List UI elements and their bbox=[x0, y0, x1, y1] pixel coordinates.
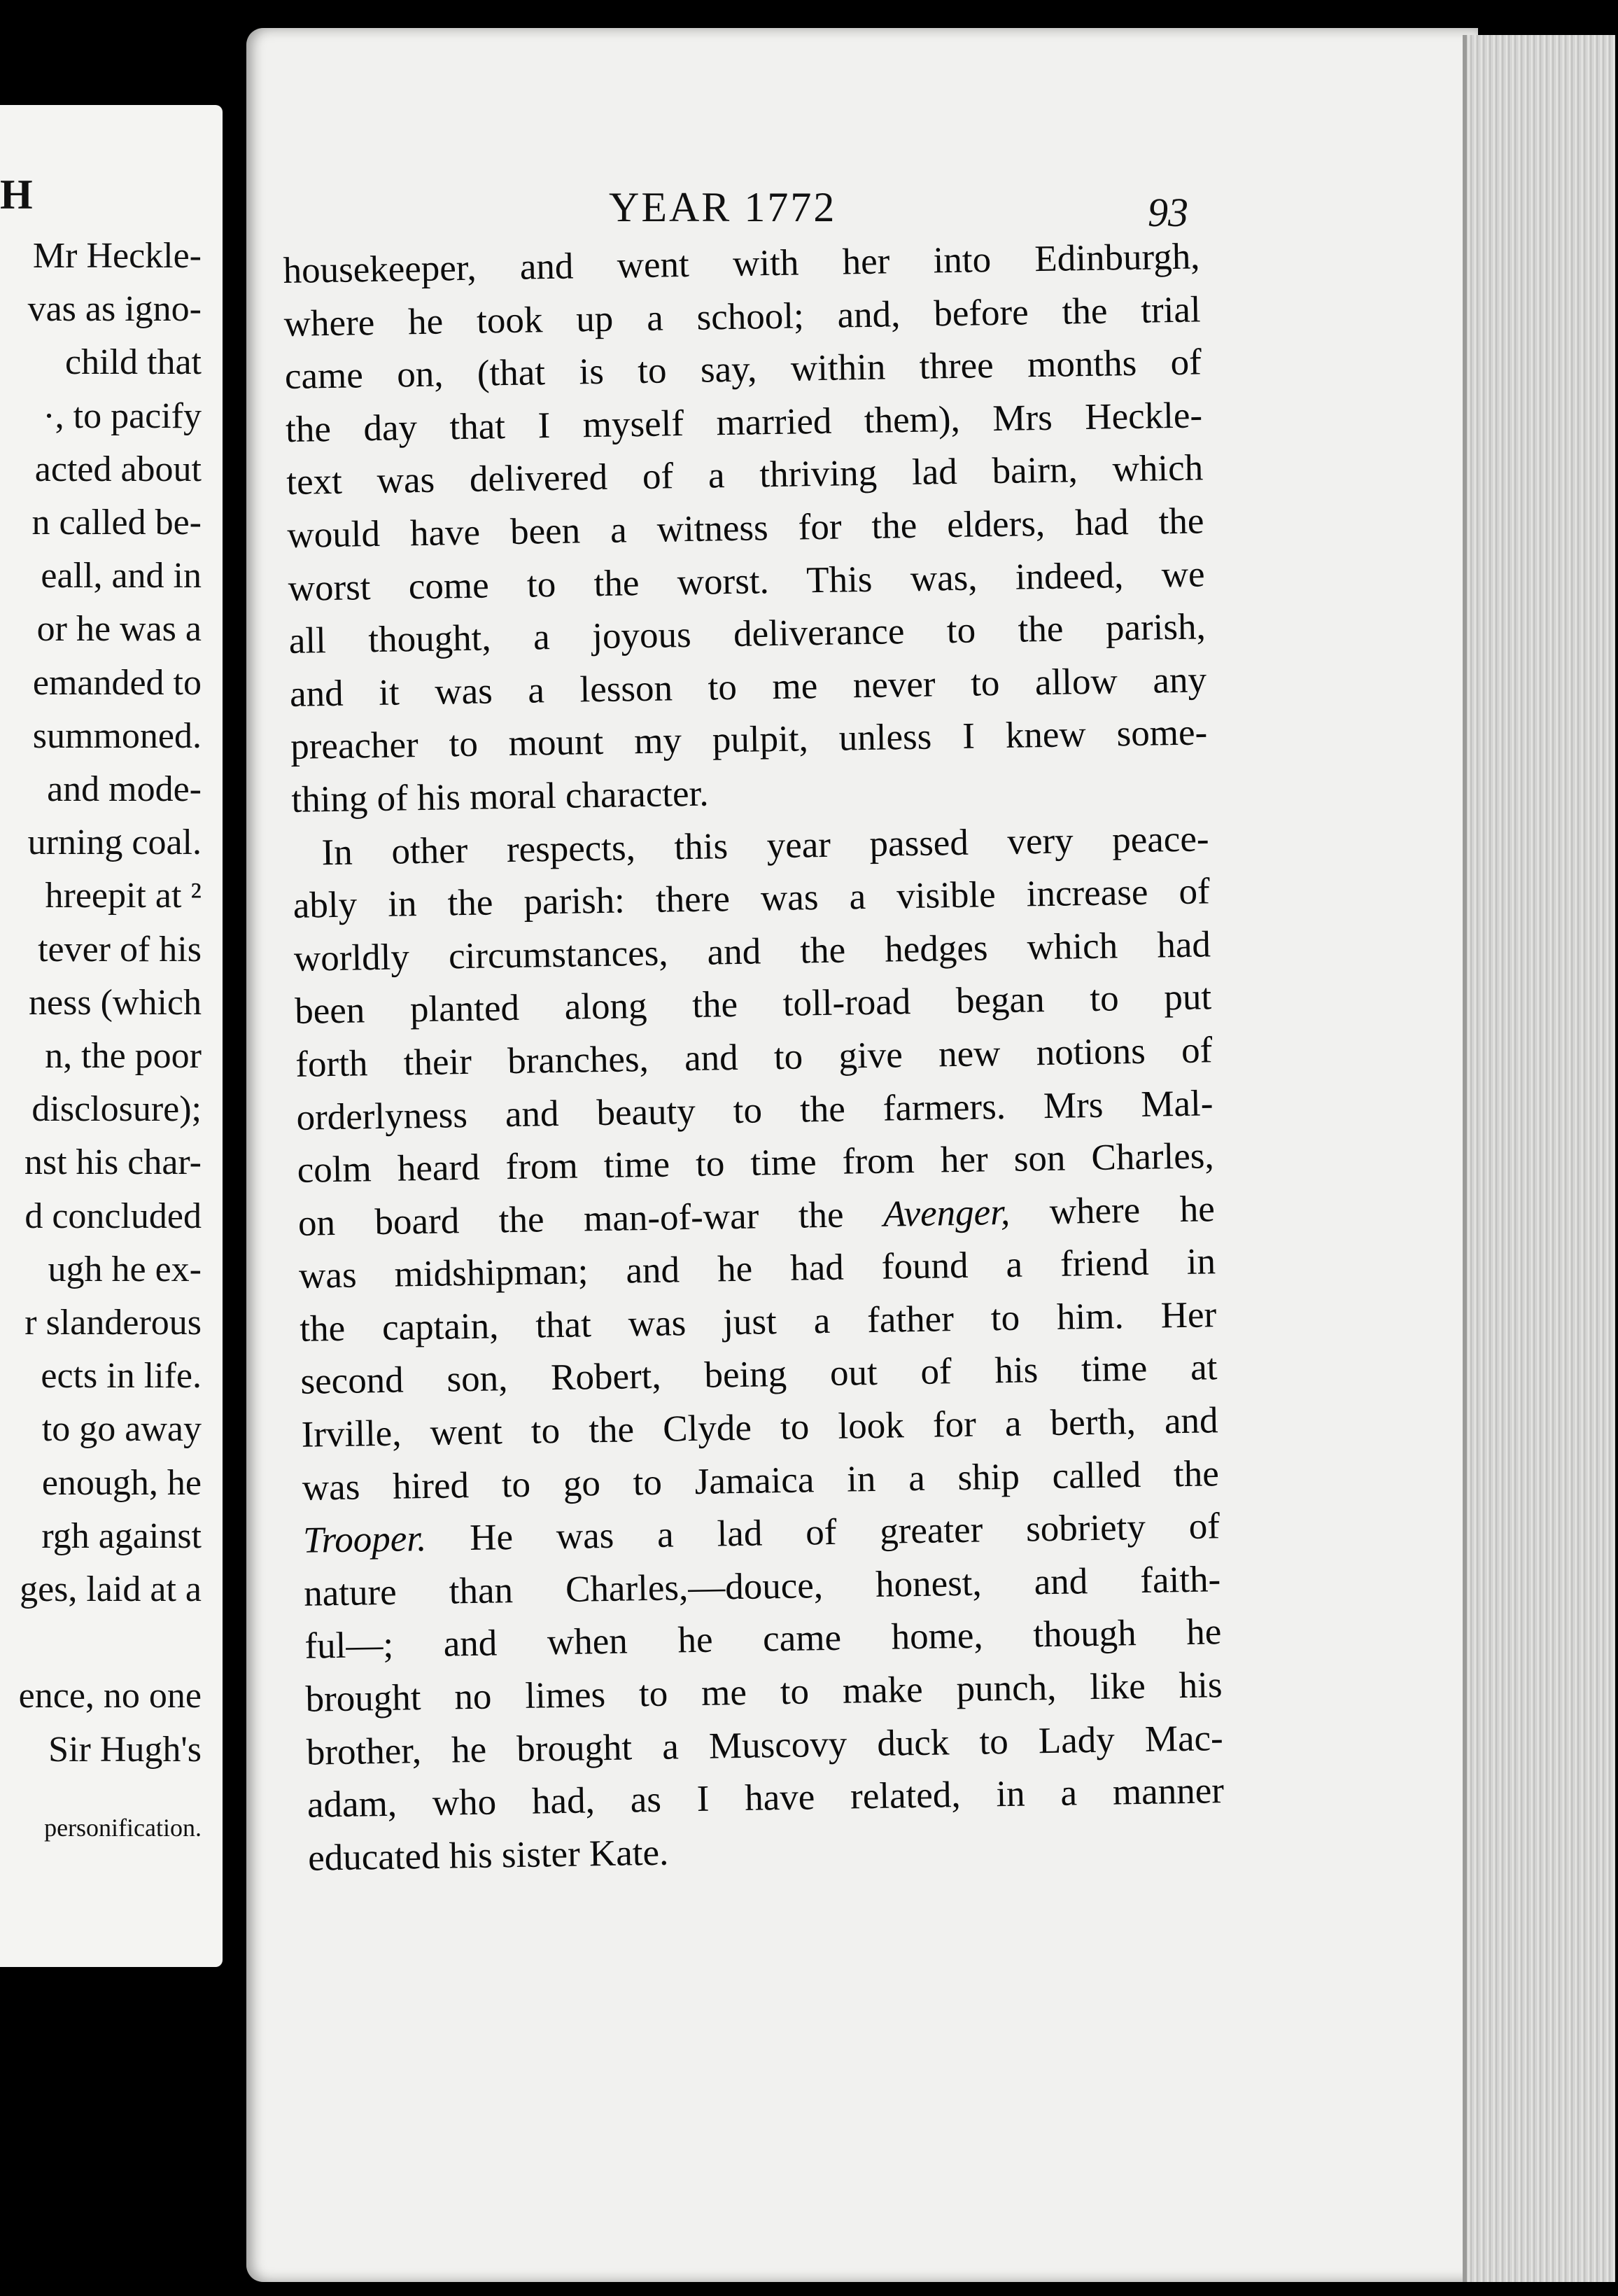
text-line: all thought, a joyous deliverance to the parish, bbox=[288, 606, 1207, 662]
left-page-line: vas as igno- bbox=[27, 289, 202, 330]
text-line: been planted along the toll-road began to put bbox=[294, 976, 1212, 1032]
text-segment: He was a lad of greater sobriety of bbox=[425, 1506, 1220, 1560]
text-line: text was delivered of a thriving lad bairn, which bbox=[286, 447, 1204, 503]
left-page-line: rgh against bbox=[41, 1516, 202, 1556]
left-page-line: Sir Hugh's bbox=[48, 1729, 202, 1770]
running-head: YEAR 1772 bbox=[609, 184, 837, 230]
left-page-line: ges, laid at a bbox=[20, 1569, 202, 1609]
left-page-line: d concluded bbox=[24, 1196, 202, 1236]
text-line: was hired to go to Jamaica in a ship called the bbox=[302, 1452, 1220, 1508]
page-number: 93 bbox=[1148, 190, 1188, 235]
left-page-line: to go away bbox=[41, 1409, 202, 1450]
left-page-line: n, the poor bbox=[45, 1036, 202, 1076]
text-segment: where he bbox=[1009, 1188, 1216, 1233]
left-page-line: tever of his bbox=[38, 929, 202, 969]
text-line: and it was a lesson to me never to allow any bbox=[289, 659, 1207, 715]
page-edges bbox=[1463, 35, 1615, 2282]
text-line: ably in the parish: there was a visible increase of bbox=[293, 871, 1211, 927]
text-line: the captain, that was just a father to him. Her bbox=[299, 1294, 1217, 1350]
left-page-line: n called be- bbox=[31, 503, 202, 542]
left-page-line: ·, to pacify bbox=[43, 396, 202, 436]
text-line: would have been a witness for the elders, had the bbox=[287, 500, 1204, 556]
left-page-line: summoned. bbox=[32, 715, 202, 756]
text-line: brother, he brought a Muscovy duck to Lady Mac- bbox=[306, 1717, 1224, 1773]
left-running-head: H bbox=[0, 172, 34, 218]
text-line: housekeeper, and went with her into Edinburgh, bbox=[283, 236, 1200, 291]
text-line: ful—; and when he came home, though he bbox=[304, 1611, 1222, 1667]
left-page-line: or he was a bbox=[36, 609, 202, 650]
text-line: forth their branches, and to give new notions of bbox=[295, 1030, 1213, 1085]
left-page-line: ugh he ex- bbox=[48, 1249, 202, 1289]
left-page-line: disclosure); bbox=[31, 1089, 202, 1130]
text-line: preacher to mount my pulpit, unless I knew some- bbox=[290, 712, 1208, 768]
left-page-line: nst his char- bbox=[24, 1142, 202, 1183]
text-line: nature than Charles,—douce, honest, and faith- bbox=[303, 1559, 1221, 1614]
left-page-line: ects in life. bbox=[41, 1356, 202, 1396]
italic-ship-name: Avenger, bbox=[882, 1191, 1011, 1235]
text-segment: on board the man-of-war the bbox=[297, 1194, 884, 1244]
text-line: adam, who had, as I have related, in a manner bbox=[307, 1770, 1225, 1826]
text-line: the day that I myself married them), Mrs Heckle- bbox=[285, 395, 1203, 450]
left-page-line: enough, he bbox=[41, 1462, 202, 1503]
text-line: brought no limes to me to make punch, like his bbox=[305, 1665, 1223, 1720]
left-page-line: ence, no one bbox=[18, 1676, 202, 1716]
text-line: thing of his moral character. bbox=[290, 773, 709, 820]
left-page-line: r slanderous bbox=[24, 1303, 202, 1343]
left-page-line: eall, and in bbox=[41, 556, 202, 596]
text-line: orderlyness and beauty to the farmers. Mrs Mal- bbox=[296, 1082, 1214, 1138]
text-line: In other respects, this year passed very peace- bbox=[321, 818, 1209, 873]
text-line: colm heard from time to time from her son Charles, bbox=[297, 1135, 1215, 1191]
text-line: Irville, went to the Clyde to look for a berth, and bbox=[301, 1400, 1218, 1455]
left-page-line: ness (which bbox=[29, 982, 202, 1023]
text-line: came on, (that is to say, within three months of bbox=[284, 342, 1202, 398]
left-page-line: hreepit at ² bbox=[45, 876, 202, 916]
text-line: worldly circumstances, and the hedges which had bbox=[293, 924, 1211, 979]
text-line: educated his sister Kate. bbox=[307, 1832, 669, 1879]
left-page-line: child that bbox=[65, 342, 202, 383]
text-line: worst come to the worst. This was, indeed, we bbox=[288, 553, 1205, 609]
left-page-line: and mode- bbox=[47, 769, 202, 809]
text-line: second son, Robert, being out of his time at bbox=[300, 1347, 1218, 1403]
text-line: was midshipman; and he had found a friend in bbox=[298, 1241, 1216, 1297]
left-page-line: Mr Heckle- bbox=[32, 236, 202, 276]
left-facing-page bbox=[0, 105, 223, 1967]
left-page-line: urning coal. bbox=[27, 822, 202, 863]
left-page-line: acted about bbox=[34, 449, 202, 489]
text-line: where he took up a school; and, before the trial bbox=[283, 289, 1202, 344]
left-footnote: personification. bbox=[44, 1814, 202, 1842]
italic-ship-name: Trooper. bbox=[302, 1518, 427, 1562]
left-page-line: emanded to bbox=[32, 662, 202, 703]
body-text bbox=[283, 230, 1225, 1885]
